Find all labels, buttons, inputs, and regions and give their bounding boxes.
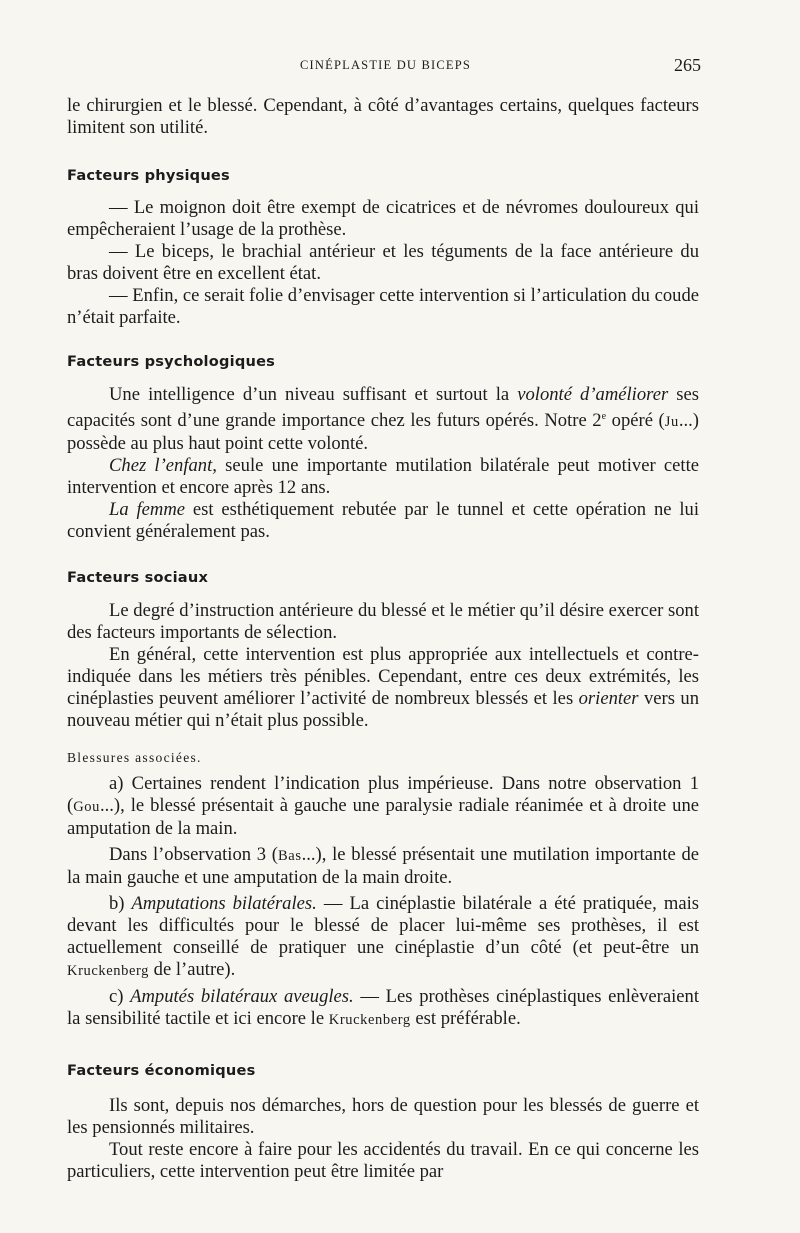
economiques-paragraph-1: Ils sont, depuis nos démarches, hors de question pour les blessés de guerre et les pensionnés militaires.	[67, 1095, 699, 1139]
sociaux-paragraph-1: Le degré d’instruction antérieure du blessé et le métier qu’il désire exercer sont des facteurs importants de sélection.	[67, 600, 699, 644]
psychologiques-paragraph-3: La femme est esthétiquement rebutée par le tunnel et cette opération ne lui convient généralement pas.	[67, 499, 699, 543]
physiques-paragraph-1: — Le moignon doit être exempt de cicatrices et de névromes douloureux qui empêcheraient l’usage de la prothèse.	[67, 197, 699, 240]
heading-facteurs-economiques: Facteurs économiques	[67, 1062, 256, 1080]
psychologiques-paragraph-1: Une intelligence d’un niveau suffisant et surtout la volonté d’améliorer ses capacités sont d’une grande importance chez les futurs opérés. Notre 2e opéré (Ju...) possède au plus haut point cette volonté.	[67, 384, 699, 455]
blessures-paragraph-b: b) Amputations bilatérales. — La cinéplastie bilatérale a été pratiquée, mais devant les difficultés pour le blessé de placer lui-même ses prothèses, il est actuellement conseillé de pratiquer une cinéplastie d’un côté (et peut-être un Kruckenberg de l’autre).	[67, 893, 699, 981]
heading-facteurs-physiques: Facteurs physiques	[67, 167, 230, 184]
physiques-paragraph-3: — Enfin, ce serait folie d’envisager cette intervention si l’articulation du coude n’était parfaite.	[67, 285, 699, 328]
heading-blessures-associees: Blessures associées.	[67, 750, 202, 766]
heading-facteurs-sociaux: Facteurs sociaux	[67, 569, 209, 587]
economiques-paragraph-2: Tout reste encore à faire pour les accidentés du travail. En ce qui concerne les particuliers, cette intervention peut être limitée par	[67, 1139, 699, 1183]
psychologiques-paragraph-2: Chez l’enfant, seule une importante mutilation bilatérale peut motiver cette intervention et encore après 12 ans.	[67, 455, 699, 499]
sociaux-paragraph-2: En général, cette intervention est plus appropriée aux intellectuels et contre-indiquée dans les métiers très pénibles. Cependant, entre ces deux extrémités, les cinéplasties peuvent améliorer l’activité de nombreux blessés et les orienter vers un nouveau métier qui n’était plus possible.	[67, 644, 699, 732]
page-body	[67, 95, 699, 1183]
page-header	[0, 55, 800, 78]
physiques-paragraph-2: — Le biceps, le brachial antérieur et les téguments de la face antérieure du bras doivent être en excellent état.	[67, 241, 699, 284]
blessures-paragraph-c: c) Amputés bilatéraux aveugles. — Les prothèses cinéplastiques enlèveraient la sensibilité tactile et ici encore le Kruckenberg est préférable.	[67, 986, 699, 1030]
running-title: CINÉPLASTIE DU BICEPS	[300, 58, 472, 72]
intro-paragraph: le chirurgien et le blessé. Cependant, à côté d’avantages certains, quelques facteurs limitent son utilité.	[67, 95, 699, 138]
page-number: 265	[674, 55, 701, 75]
heading-facteurs-psychologiques: Facteurs psychologiques	[67, 353, 276, 370]
blessures-paragraph-a: a) Certaines rendent l’indication plus impérieuse. Dans notre observation 1 (Gou...), le blessé présentait à gauche une paralysie radiale réanimée et à droite une amputation de la main.	[67, 773, 699, 840]
blessures-paragraph-observation-3: Dans l’observation 3 (Bas...), le blessé présentait une mutilation importante de la main gauche et une amputation de la main droite.	[67, 844, 700, 889]
